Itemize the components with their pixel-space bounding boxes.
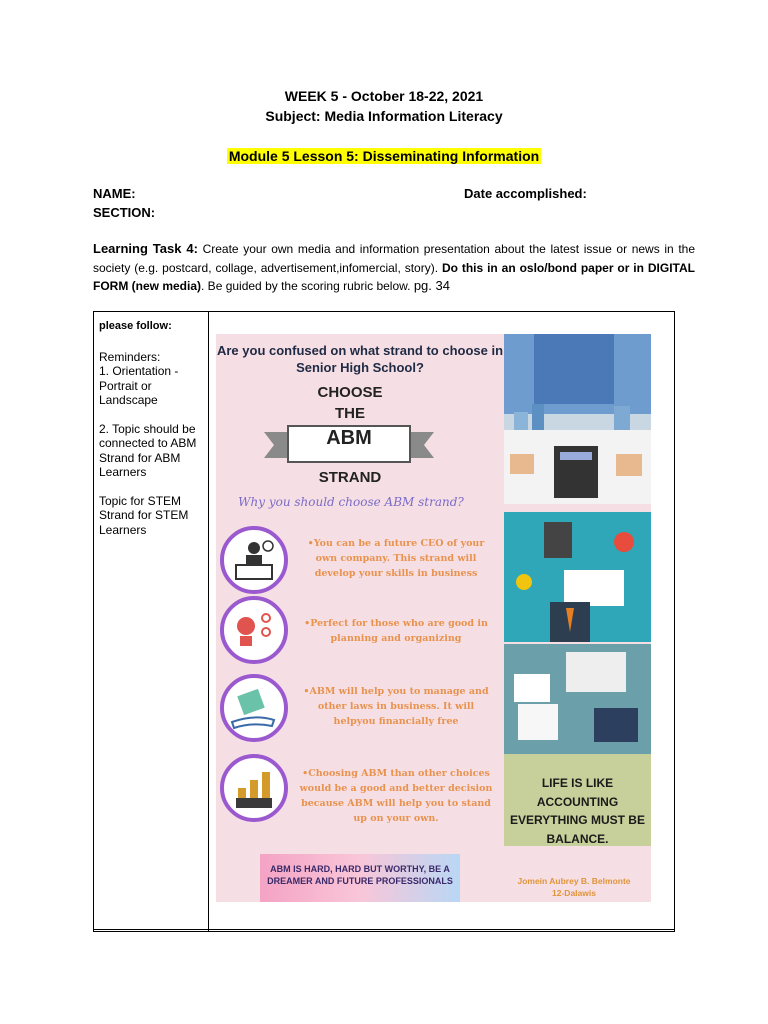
motto-text: ABM IS HARD, HARD BUT WORTHY, BE A DREAMER AND FUTURE PROFESSIONALS xyxy=(267,864,453,886)
name-label: NAME: xyxy=(93,186,136,201)
date-accomplished-label: Date accomplished: xyxy=(464,186,587,201)
page-reference: pg. 34 xyxy=(413,278,450,293)
poster-why-heading: Why you should choose ABM strand? xyxy=(238,495,464,509)
finance-hand-icon xyxy=(220,674,288,742)
bullet-planning: •Perfect for those who are good in planning and organizing xyxy=(304,618,488,644)
business-analytics-image xyxy=(504,512,651,642)
learning-task-text-2: . Be guided by the scoring rubric below. xyxy=(201,279,414,293)
office-desk-image xyxy=(504,644,651,754)
bullet-ceo: •You can be a future CEO of your own company. This strand will develop your skills in business xyxy=(307,538,485,579)
planning-gears-icon xyxy=(220,596,288,664)
bullet-manage: •ABM will help you to manage and other laws in business. It will helpyou financially free xyxy=(303,686,489,727)
abm-poster xyxy=(216,334,651,902)
poster-choose-the: CHOOSE THE xyxy=(317,384,383,422)
topic-stem-text: Topic for STEM Strand for STEM Learners xyxy=(99,493,189,537)
poster-question: Are you confused on what strand to choose in Senior High School? xyxy=(216,343,504,375)
module-heading: Module 5 Lesson 5: Disseminating Information xyxy=(228,148,540,164)
topic-abm-text: 2. Topic should be connected to ABM Strand for ABM Learners xyxy=(99,421,197,479)
week-heading: WEEK 5 - October 18-22, 2021 xyxy=(284,88,484,104)
learning-task-label: Learning Task 4: xyxy=(93,241,198,256)
reminders-text: Reminders: 1. Orientation - Portrait or Landscape xyxy=(99,349,179,407)
subject-heading: Subject: Media Information Literacy xyxy=(265,108,503,124)
table-column-divider xyxy=(208,312,209,931)
learning-task-instruction: Do this in an oslo/bond paper or in DIGITAL FORM (new media) xyxy=(93,260,695,293)
learning-task-text: Create your own media and information presentation about the latest issue or news in the society (e.g. postcard, collage, advertisement,infomercial, story). xyxy=(93,242,695,275)
accounting-quote: LIFE IS LIKE ACCOUNTING EVERYTHING MUST BE BALANCE. xyxy=(510,776,645,846)
table-bottom-rule xyxy=(94,929,674,930)
poster-abm-title: ABM xyxy=(326,427,372,449)
businesswoman-city-image xyxy=(504,334,651,504)
instructions-column xyxy=(99,319,207,551)
poster-strand: STRAND xyxy=(318,469,382,486)
author-credit: Jomein Aubrey B. Belmonte 12-Dalawis xyxy=(517,876,631,898)
ceo-desk-icon xyxy=(220,526,288,594)
please-follow-title: please follow: xyxy=(99,320,172,332)
bullet-decision: •Choosing ABM than other choices would be a good and better decision because ABM will help you to stand up on your own. xyxy=(299,768,493,824)
module-heading-wrap xyxy=(0,148,768,164)
abm-chart-icon xyxy=(220,754,288,822)
learning-task-paragraph xyxy=(93,240,695,296)
section-label: SECTION: xyxy=(93,205,156,220)
